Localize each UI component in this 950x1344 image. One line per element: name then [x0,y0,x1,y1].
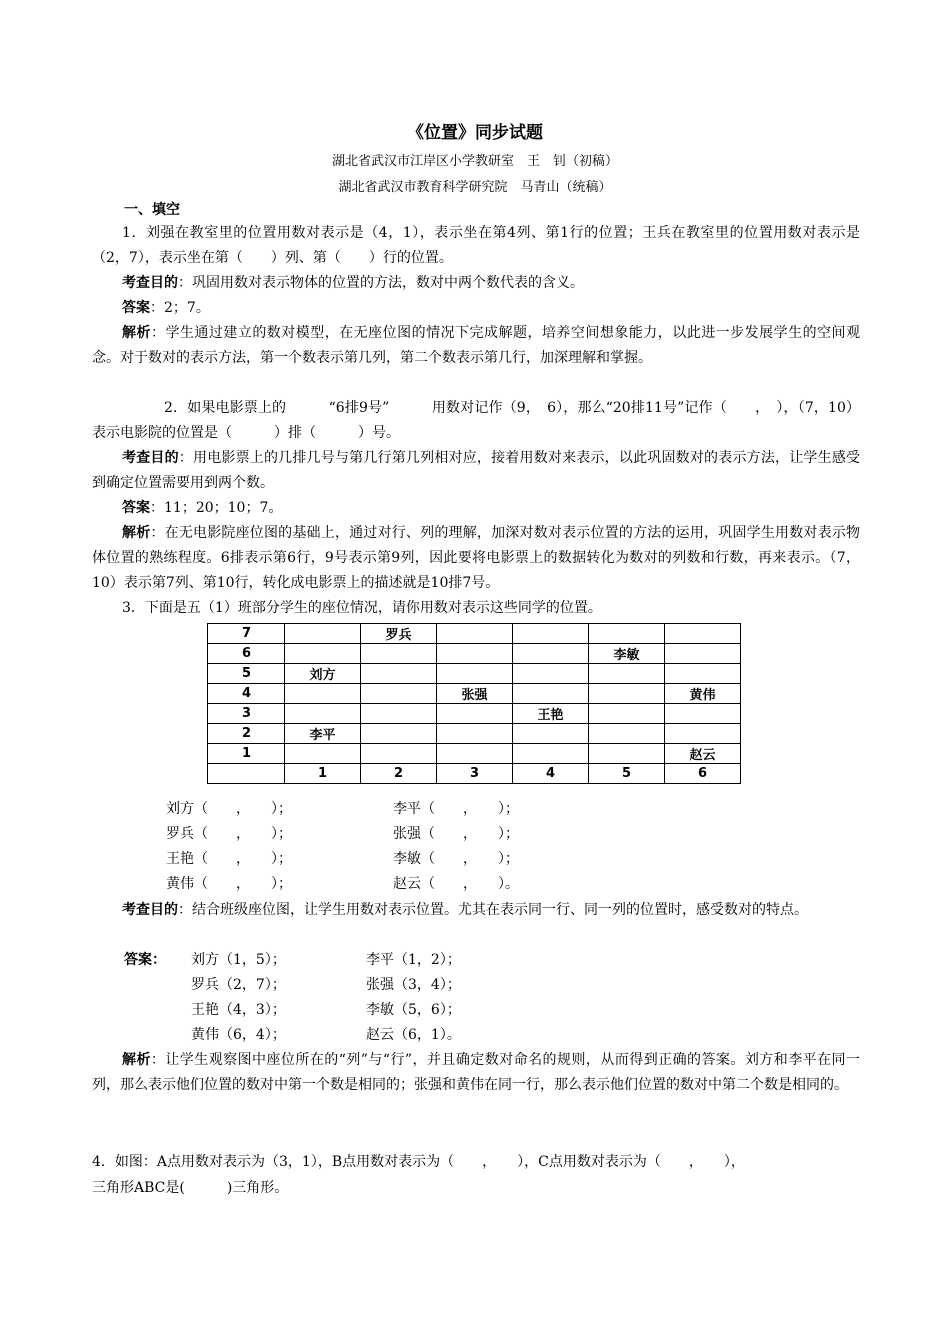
analysis-label: 解析 [122,325,151,341]
q3-text: 3．下面是五（1）班部分学生的座位情况，请你用数对表示这些同学的位置。 [122,600,602,616]
grid-cell [285,624,361,644]
column-label: 1 [285,764,361,784]
row-label: 5 [208,664,285,684]
row-label: 1 [208,744,285,764]
grid-cell: 张强 [437,684,513,704]
grid-cell [665,664,741,684]
column-label: 5 [589,764,665,784]
corner-cell [208,764,285,784]
grid-row [208,724,741,744]
grid-cell: 罗兵 [361,624,437,644]
purpose-label: 考查目的 [122,275,178,291]
grid-cell [589,624,665,644]
grid-cell [361,664,437,684]
grid-cell [513,644,589,664]
answer-label: 答案 [122,300,150,316]
grid-cell [513,724,589,744]
column-label-row [208,764,741,784]
analysis-label: 解析 [122,1052,151,1068]
grid-cell [589,724,665,744]
grid-row [208,664,741,684]
grid-cell [513,684,589,704]
blank-item: 张强（ ， ）； [393,826,519,842]
grid-cell [665,704,741,724]
grid-row [208,624,741,644]
grid-cell [437,724,513,744]
q2-answer: 答案：11；20；10；7。 [122,500,283,516]
answer-item: 罗兵（2，7）； [191,977,286,993]
answer-item: 黄伟（6，4）； [191,1027,286,1043]
q1-text: 1．刘强在教室里的位置用数对表示是（4，1），表示坐在第4列、第1行的位置；王兵在教室里的位置用数对表示是（2，7），表示坐在第（ ）列、第（ ）行的位置。 [92,225,860,266]
column-label: 3 [437,764,513,784]
grid-cell [361,724,437,744]
q1-purpose: 考查目的：巩固用数对表示物体的位置的方法，数对中两个数代表的含义。 [122,275,584,291]
grid-row [208,704,741,724]
row-label: 6 [208,644,285,664]
grid-cell: 黄伟 [665,684,741,704]
answer-item: 张强（3，4）； [366,977,461,993]
q3-analysis: 解析：让学生观察图中座位所在的“列”与“行”，并且确定数对命名的规则，从而得到正确的答案。刘方和李平在同一列，那么表示他们位置的数对中第一个数是相同的；张强和黄伟在同一行，那么表示他们位置的数对中第二个数是相同的。 [92,1052,860,1093]
grid-cell: 赵云 [665,744,741,764]
q2-analysis: 解析：在无电影院座位图的基础上，通过对行、列的理解，加深对数对表示位置的方法的运用，巩固学生用数对表示物体位置的熟练程度。6排表示第6行，9号表示第9列，因此要将电影票上的数据转化为数对的列数和行数，再来表示。（7，10）表示第7列、第10行，转化成电影票上的描述就是10排7号。 [92,525,861,591]
blank-item: 黄伟（ ， ）； [166,876,292,892]
grid-cell [285,704,361,724]
grid-row [208,684,741,704]
grid-cell [589,684,665,704]
grid-cell [665,624,741,644]
grid-cell [665,724,741,744]
answer-label: 答案 [122,500,150,516]
grid-cell [361,644,437,664]
blank-item: 李平（ ， ）； [393,801,519,817]
grid-cell: 刘方 [285,664,361,684]
row-label: 2 [208,724,285,744]
grid-cell: 李敏 [589,644,665,664]
blank-item: 刘方（ ， ）； [166,801,292,817]
grid-cell: 李平 [285,724,361,744]
grid-row [208,744,741,764]
grid-cell [437,644,513,664]
grid-cell [285,644,361,664]
grid-cell: 王艳 [513,704,589,724]
grid-cell [437,624,513,644]
blank-item: 王艳（ ， ）； [166,851,292,867]
q1-answer: 答案：2；7。 [122,300,210,316]
q2-purpose: 考查目的：用电影票上的几排几号与第几行第几列相对应，接着用数对来表示，以此巩固数对的表示方法，让学生感受到确定位置需要用到两个数。 [92,450,861,491]
q3-answer-label: 答案： [124,952,166,968]
row-label: 4 [208,684,285,704]
grid-cell [285,684,361,704]
grid-cell [437,704,513,724]
grid-cell [437,664,513,684]
section-heading: 一、填空 [124,202,180,218]
grid-cell [437,744,513,764]
q1-analysis: 解析：学生通过建立的数对模型，在无座位图的情况下完成解题，培养空间想象能力，以此进一步发展学生的空间观念。对于数对的表示方法，第一个数表示第几列，第二个数表示第几行，加深理解和掌握。 [92,325,861,366]
author-line-2: 湖北省武汉市教育科学研究院 马青山（统稿） [338,180,612,195]
answer-item: 刘方（1，5）； [191,952,286,968]
author-line-1: 湖北省武汉市江岸区小学教研室 王 钊（初稿） [331,154,618,169]
purpose-label: 考查目的 [122,450,179,466]
grid-cell [589,744,665,764]
page-title: 《位置》同步试题 [407,123,543,143]
answer-item: 李平（1，2）； [366,952,461,968]
purpose-label: 考查目的 [122,902,178,918]
seating-grid [207,623,741,784]
grid-cell [285,744,361,764]
answer-item: 李敏（5，6）； [366,1002,461,1018]
column-label: 2 [361,764,437,784]
row-label: 3 [208,704,285,724]
answer-item: 赵云（6，1）。 [366,1027,461,1043]
grid-cell [589,704,665,724]
q3-purpose: 考查目的：结合班级座位图，让学生用数对表示位置。尤其在表示同一行、同一列的位置时，感受数对的特点。 [122,902,808,918]
q2-text: 2．如果电影票上的 “6排9号” 用数对记作（9， 6），那么“20排11号”记作（ ， ），（7，10）表示电影院的位置是（ ）排（ ）号。 [92,400,860,441]
blank-item: 罗兵（ ， ）； [166,826,292,842]
analysis-label: 解析 [122,525,151,541]
grid-cell [361,744,437,764]
column-label: 4 [513,764,589,784]
column-label: 6 [665,764,741,784]
grid-cell [589,664,665,684]
grid-cell [665,644,741,664]
answer-item: 王艳（4，3）； [191,1002,286,1018]
q4-line-1: 4．如图：A点用数对表示为（3，1），B点用数对表示为（ ， ），C点用数对表示为（ ， ）， [92,1154,745,1170]
blank-item: 赵云（ ， ）。 [393,876,519,892]
grid-cell [513,664,589,684]
blank-item: 李敏（ ， ）； [393,851,519,867]
grid-cell [513,744,589,764]
grid-cell [361,684,437,704]
grid-cell [513,624,589,644]
grid-cell [361,704,437,724]
grid-row [208,644,741,664]
q4-line-2: 三角形ABC是( )三角形。 [92,1180,289,1196]
row-label: 7 [208,624,285,644]
